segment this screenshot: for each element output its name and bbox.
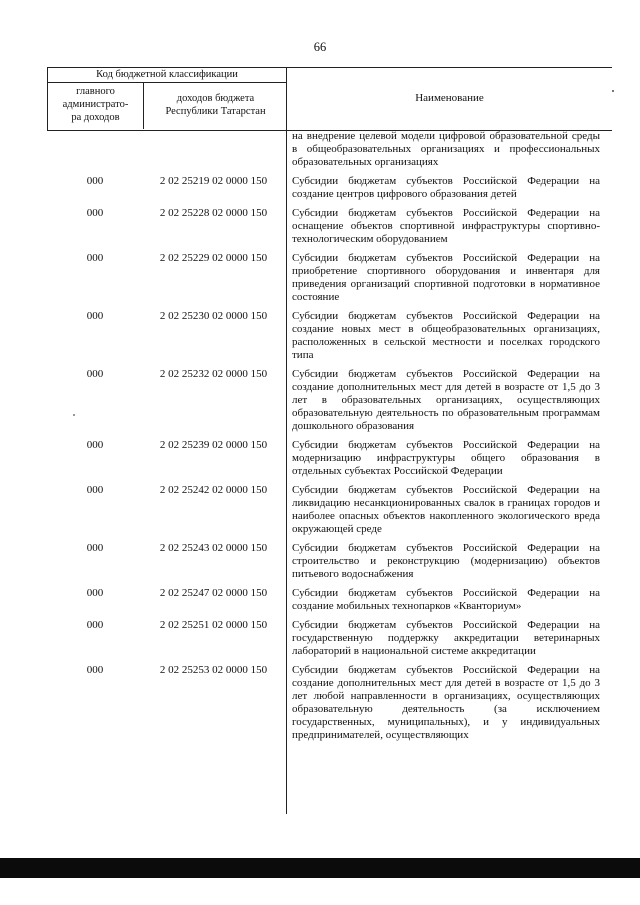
income-code: 2 02 25230 02 0000 150 — [159, 310, 268, 322]
income-code: 2 02 25228 02 0000 150 — [159, 207, 268, 219]
header-admin-line1: главного — [76, 86, 115, 97]
row-name: Субсидии бюджетам субъектов Российской Федерации на создание дополнительных мест для детей в возрасте от 1,5 до 3 лет в образовательных организациях, осуществляющих образовательную деятельность по образовательным программам дошкольного образования — [292, 368, 600, 432]
header-code-group — [48, 68, 287, 129]
admin-code: 000 — [86, 664, 104, 676]
admin-code: 000 — [86, 310, 104, 322]
admin-code: 000 — [86, 587, 104, 599]
row-name: Субсидии бюджетам субъектов Российской Федерации на модернизацию инфраструктуры общего образования в отдельных субъектах Российской Федерации — [292, 439, 600, 477]
admin-code: 000 — [86, 368, 104, 380]
income-code: 2 02 25242 02 0000 150 — [159, 484, 268, 496]
header-kbk: Код бюджетной классификации — [48, 68, 286, 83]
income-code: 2 02 25239 02 0000 150 — [159, 439, 268, 451]
income-code: 2 02 25232 02 0000 150 — [159, 368, 268, 380]
admin-code: 000 — [86, 207, 104, 219]
table-body — [47, 130, 603, 748]
header-admin-line2: администрато- — [62, 99, 129, 110]
table-row — [47, 619, 603, 658]
scan-speck — [73, 414, 75, 416]
table-row-continuation — [47, 130, 603, 169]
row-name: Субсидии бюджетам субъектов Российской Федерации на приобретение спортивного оборудования и инвентаря для приведения организаций спортивной подготовки в нормативное состояние — [292, 252, 600, 303]
admin-code: 000 — [86, 542, 104, 554]
table-row — [47, 310, 603, 362]
table-row — [47, 368, 603, 433]
income-code: 2 02 25243 02 0000 150 — [159, 542, 268, 554]
income-code: 2 02 25229 02 0000 150 — [159, 252, 268, 264]
admin-code: 000 — [86, 252, 104, 264]
income-code: 2 02 25251 02 0000 150 — [159, 619, 268, 631]
income-code: 2 02 25253 02 0000 150 — [159, 664, 268, 676]
continuation-text: на внедрение целевой модели цифровой образовательной среды в общеобразовательных организациях и профессиональных образовательных организациях — [292, 130, 600, 168]
table-row — [47, 439, 603, 478]
row-name: Субсидии бюджетам субъектов Российской Федерации на создание мобильных технопарков «Кванториум» — [292, 587, 600, 612]
header-name: Наименование — [415, 92, 484, 104]
row-list — [47, 175, 603, 742]
table-row — [47, 175, 603, 201]
row-name: Субсидии бюджетам субъектов Российской Федерации на государственную поддержку аккредитации ветеринарных лабораторий в национальной системе аккредитации — [292, 619, 600, 657]
row-name: Субсидии бюджетам субъектов Российской Федерации на создание центров цифрового образования детей — [292, 175, 600, 200]
header-income — [145, 83, 286, 129]
page-number: 66 — [313, 40, 327, 54]
income-code: 2 02 25219 02 0000 150 — [159, 175, 268, 187]
admin-code: 000 — [86, 175, 104, 187]
income-code: 2 02 25247 02 0000 150 — [159, 587, 268, 599]
table-header — [47, 67, 612, 131]
admin-code: 000 — [86, 439, 104, 451]
table-row — [47, 484, 603, 536]
admin-code: 000 — [86, 484, 104, 496]
header-admin-line3: ра доходов — [71, 112, 120, 123]
row-name: Субсидии бюджетам субъектов Российской Федерации на создание дополнительных мест для детей в возрасте от 1,5 до 3 лет любой направленности в организациях, осуществляющих образовательную деятельность (за исключением государственных, муниципальных), и у индивидуальных предпринимателей, осуществляющих — [292, 664, 600, 741]
header-admin — [48, 83, 144, 129]
table-row — [47, 252, 603, 304]
table-row — [47, 207, 603, 246]
row-name: Субсидии бюджетам субъектов Российской Федерации на создание новых мест в общеобразовательных организациях, расположенных в сельской местности и поселках городского типа — [292, 310, 600, 361]
row-name: Субсидии бюджетам субъектов Российской Федерации на оснащение объектов спортивной инфраструктуры спортивно-технологическим оборудованием — [292, 207, 600, 245]
table-row — [47, 542, 603, 581]
row-name: Субсидии бюджетам субъектов Российской Федерации на строительство и реконструкцию (модернизацию) объектов питьевого водоснабжения — [292, 542, 600, 580]
header-income-line2: Республики Татарстан — [165, 106, 266, 117]
header-income-line1: доходов бюджета — [176, 93, 255, 104]
table-row — [47, 587, 603, 613]
scan-speck — [612, 90, 614, 92]
scan-border — [0, 858, 640, 878]
admin-code: 000 — [86, 619, 104, 631]
row-name: Субсидии бюджетам субъектов Российской Федерации на ликвидацию несанкционированных свалок в границах городов и наиболее опасных объектов накопленного экологического вреда окружающей среде — [292, 484, 600, 535]
table-row — [47, 664, 603, 742]
